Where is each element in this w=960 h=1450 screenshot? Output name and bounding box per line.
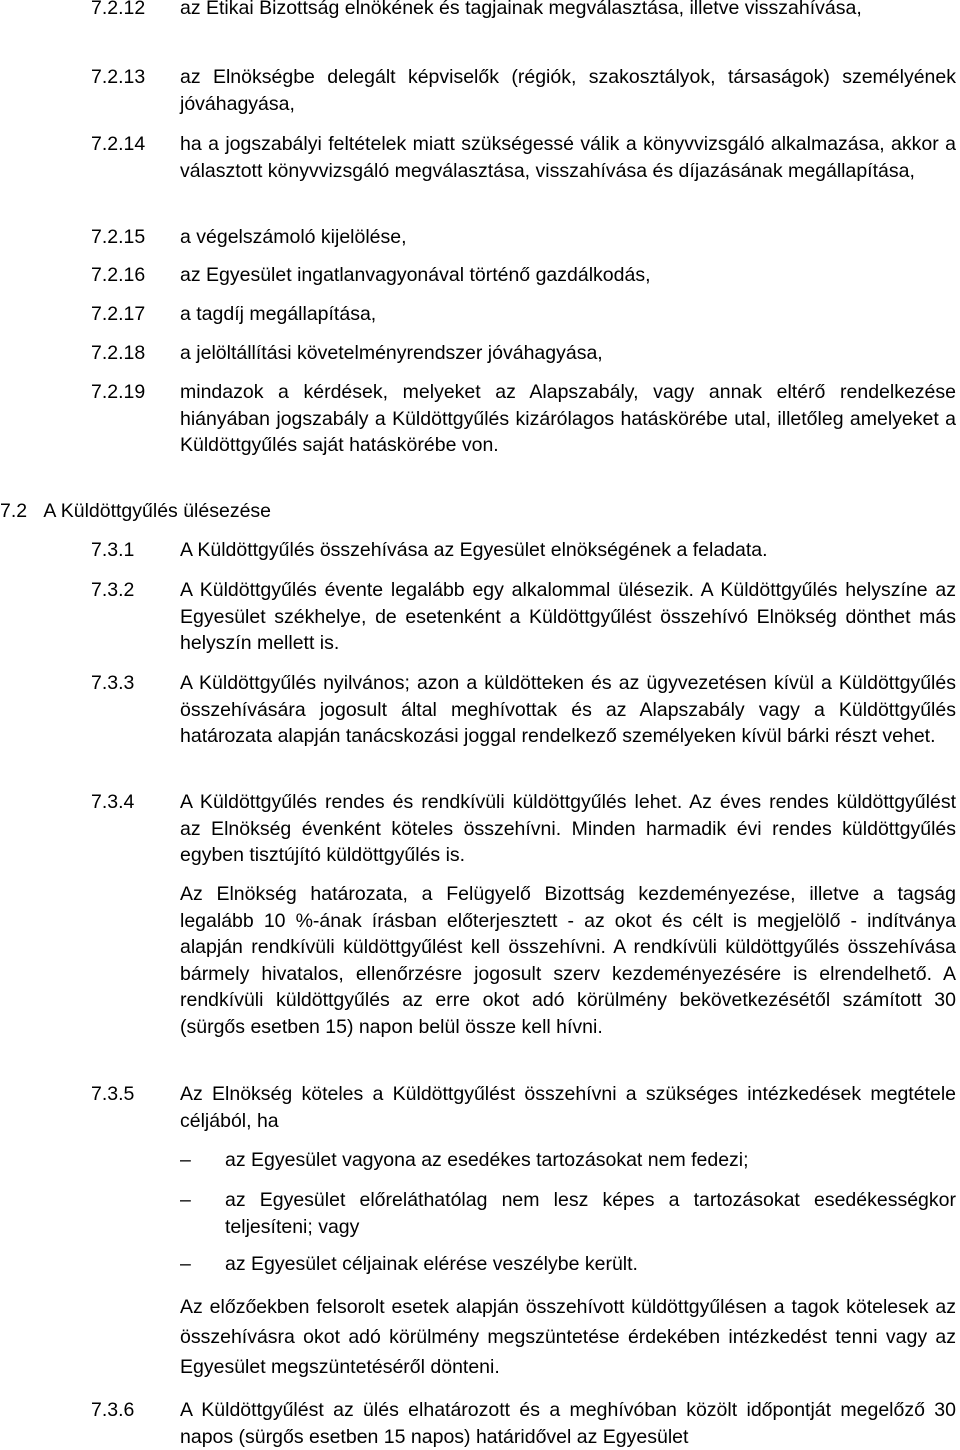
dash-bullet: – xyxy=(180,1253,191,1275)
clause-7-2-19 xyxy=(91,379,956,459)
bullet-text: az Egyesület vagyona az esedékes tartozásokat nem fedezi; xyxy=(225,1149,749,1171)
section-title: A Küldöttgyűlés ülésezése xyxy=(43,500,272,522)
clause-text: a jelöltállítási követelményrendszer jóváhagyása, xyxy=(180,342,603,364)
clause-7-3-3 xyxy=(91,670,956,750)
clause-text: mindazok a kérdések, melyeket az Alapszabály, vagy annak eltérő rendelkezése hiányában jogszabály a Küldöttgyűlés kizárólagos hatáskörébe utal, illetőleg amelyeket a Küldöttgyűlés saját hatáskörébe von. xyxy=(180,381,956,456)
dash-bullet: – xyxy=(180,1189,191,1211)
clause-number: 7.3.6 xyxy=(91,1399,135,1421)
clause-number: 7.3.3 xyxy=(91,672,135,694)
clause-number: 7.2.14 xyxy=(91,133,146,155)
clause-number: 7.3.4 xyxy=(91,791,135,813)
clause-number: 7.3.2 xyxy=(91,579,135,601)
clause-text: ha a jogszabályi feltételek miatt szükségessé válik a könyvvizsgáló alkalmazása, akkor a választott könyvvizsgáló megválasztása, visszahívása és díjazásának megállapítása, xyxy=(180,133,956,182)
bullet-text: az Egyesület előreláthatólag nem lesz képes a tartozásokat esedékességkor teljesíteni; vagy xyxy=(225,1189,956,1238)
clause-text: az Egyesület ingatlanvagyonával történő gazdálkodás, xyxy=(180,264,651,286)
clause-number: 7.3.5 xyxy=(91,1083,135,1105)
clause-number: 7.2.15 xyxy=(91,226,146,248)
clause-7-3-5 xyxy=(91,1081,956,1134)
clause-text: Az Elnökség köteles a Küldöttgyűlést összehívni a szükséges intézkedések megtétele céljából, ha xyxy=(180,1083,956,1132)
bullet-item xyxy=(180,1147,956,1174)
clause-text: az Etikai Bizottság elnökének és tagjainak megválasztása, illetve visszahívása, xyxy=(180,0,862,19)
clause-7-2-17 xyxy=(91,301,956,328)
bullet-text: az Egyesület céljainak elérése veszélybe került. xyxy=(225,1253,638,1275)
clause-text: A Küldöttgyűlés évente legalább egy alkalommal ülésezik. A Küldöttgyűlés helyszíne az Egyesület székhelye, de esetenként a Küldöttgyűlést összehívó Elnökség dönthet más helyszín mellett is. xyxy=(180,579,956,654)
clause-text: a tagdíj megállapítása, xyxy=(180,303,377,325)
section-heading xyxy=(0,498,271,525)
clause-7-2-15 xyxy=(91,224,956,251)
clause-7-2-13 xyxy=(91,64,956,117)
clause-number: 7.2.19 xyxy=(91,381,146,403)
clause-7-2-16 xyxy=(91,262,956,289)
clause-number: 7.2.17 xyxy=(91,303,146,325)
clause-text: A Küldöttgyűlés összehívása az Egyesület elnökségének a feladata. xyxy=(180,539,768,561)
clause-7-3-1 xyxy=(91,537,956,564)
clause-7-3-5-paragraph: Az előzőekben felsorolt esetek alapján összehívott küldöttgyűlésen a tagok kötelesek az összehívásra okot adó körülmény megszüntetése érdekében intézkedést tenni vagy az Egyesület megszüntetéséről dönteni. xyxy=(180,1296,956,1378)
clause-7-2-12 xyxy=(91,0,956,22)
clause-text: A Küldöttgyűlést az ülés elhatározott és a meghívóban közölt időpontját megelőző 30 napos (sürgős esetben 15 napos) határidővel az Egyesület xyxy=(180,1399,956,1448)
clause-number: 7.3.1 xyxy=(91,539,135,561)
clause-text: A Küldöttgyűlés nyilvános; azon a küldötteken és az ügyvezetésen kívül a Küldöttgyűlés összehívására jogosult által meghívottak és az Alapszabály vagy a Küldöttgyűlés határozata alapján tanácskozási joggal rendelkező személyeken kívül bárki részt vehet. xyxy=(180,672,956,747)
clause-7-3-4-paragraph: Az Elnökség határozata, a Felügyelő Bizottság kezdeményezése, illetve a tagság legalább 10 %-ának írásban előterjesztett - az okot és célt is megjelölő - indítványa alapján rendkívüli küldöttgyűlést kell összehívni. A rendkívüli küldöttgyűlés összehívása bármely hivatalos, ellenőrzésre jogosult szerv kezdeményezésére is elrendelhető. A rendkívüli küldöttgyűlés az erre okot adó körülmény bekövetkezésétől számított 30 (sürgős esetben 15) napon belül össze kell hívni. xyxy=(180,883,956,1038)
clause-number: 7.2.13 xyxy=(91,66,146,88)
clause-7-3-2 xyxy=(91,577,956,657)
bullet-item xyxy=(180,1251,956,1278)
bullet-item xyxy=(180,1187,956,1240)
section-number: 7.2 xyxy=(0,500,28,522)
clause-7-2-18 xyxy=(91,340,956,367)
clause-7-3-6 xyxy=(91,1397,956,1450)
dash-bullet: – xyxy=(180,1149,191,1171)
clause-text: A Küldöttgyűlés rendes és rendkívüli küldöttgyűlés lehet. Az éves rendes küldöttgyűlést az Elnökség évenként köteles összehívni. Minden harmadik évi rendes küldöttgyűlés egyben tisztújító küldöttgyűlés is. xyxy=(180,791,956,866)
clause-text: a végelszámoló kijelölése, xyxy=(180,226,407,248)
clause-number: 7.2.16 xyxy=(91,264,146,286)
clause-7-3-4 xyxy=(91,789,956,869)
clause-number: 7.2.12 xyxy=(91,0,146,19)
clause-number: 7.2.18 xyxy=(91,342,146,364)
clause-7-2-14 xyxy=(91,131,956,184)
clause-text: az Elnökségbe delegált képviselők (régiók, szakosztályok, társaságok) személyének jóváhagyása, xyxy=(180,66,956,115)
